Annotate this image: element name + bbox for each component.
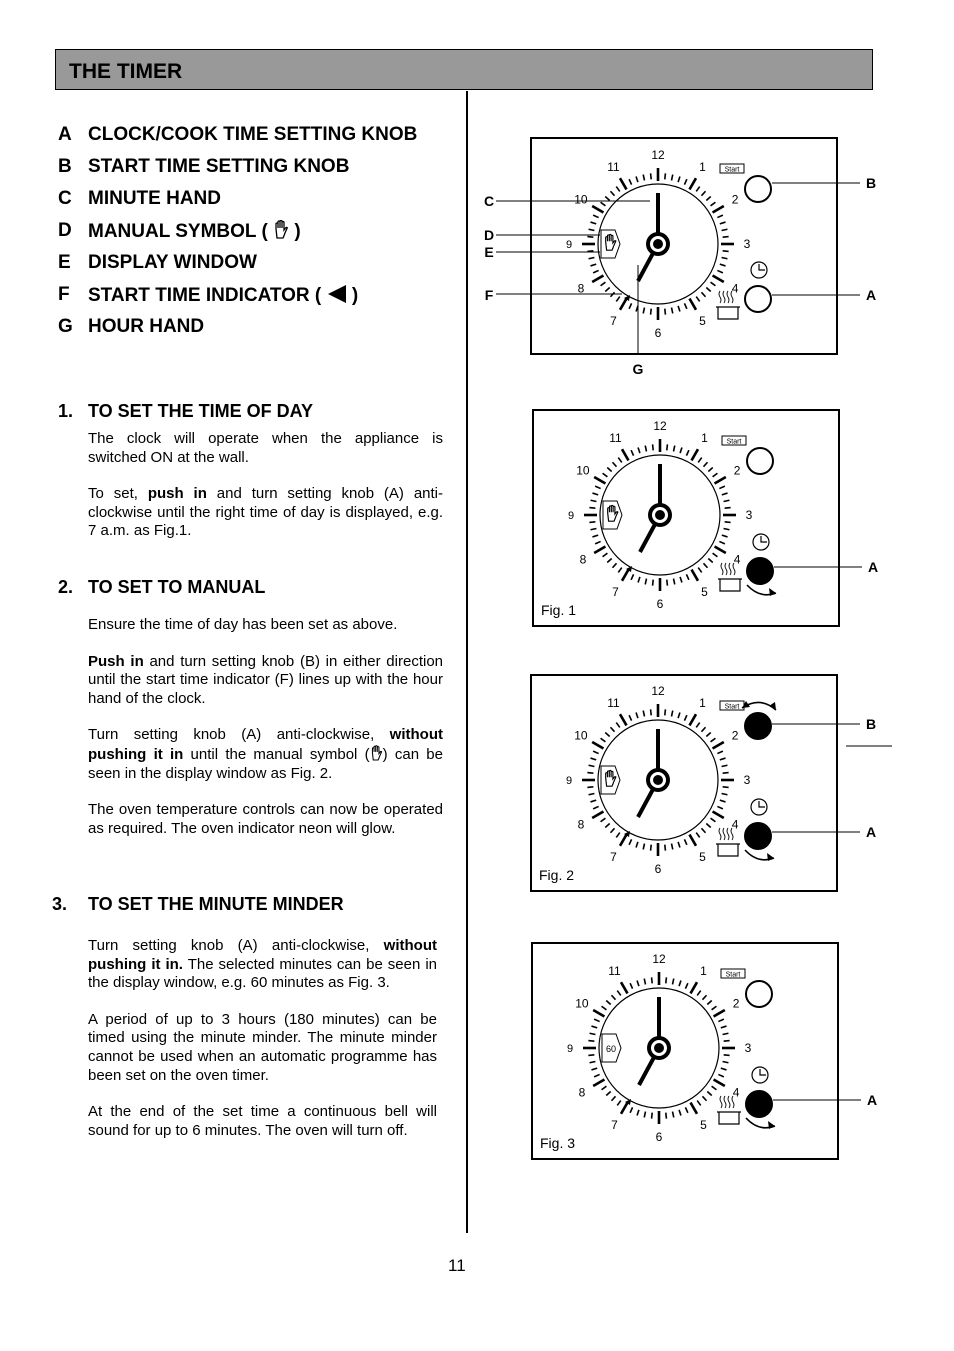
figure-content (531, 675, 892, 891)
clock-tick (667, 580, 668, 586)
clock-numeral: 7 (610, 314, 617, 329)
callout-label: A (865, 287, 877, 303)
paragraph: Push in and turn setting knob (B) in either direction until the start time indicator (F) lines up with the hour hand of the clock. (88, 652, 444, 707)
figure-frame (532, 943, 838, 1159)
clock-numeral: 8 (578, 1085, 586, 1100)
clock-numeral: 8 (577, 281, 585, 296)
clock-tick (652, 1113, 653, 1119)
clock-numeral: 5 (700, 1118, 707, 1133)
timer-figure-3 (451, 932, 911, 1190)
section-manual (58, 578, 443, 838)
legend-item-e: E DISPLAY WINDOW (58, 252, 257, 273)
clock-tick (589, 508, 595, 509)
clock-numeral: 10 (575, 996, 589, 1011)
clock-numeral: 12 (653, 419, 667, 433)
timer-figure-1 (452, 399, 912, 657)
clock-numeral: 3 (743, 237, 751, 251)
clock-numeral: 9 (566, 1043, 574, 1055)
clock-cook-knob (747, 558, 773, 584)
clock-numeral: 10 (576, 463, 590, 478)
clock-numeral: 4 (732, 1085, 740, 1100)
start-label: Start (724, 703, 740, 711)
figure-caption: Fig. 3 (540, 1135, 576, 1151)
figure-caption: Fig. 1 (541, 602, 577, 618)
clock-numeral: 11 (607, 695, 620, 710)
paragraph: The clock will operate when the appliance is switched ON at the wall. (88, 430, 443, 466)
paragraph: Turn setting knob (A) anti-clockwise, without pushing it in. The selected minutes can be seen in the display window, e.g. 60 minutes as Fig. 3. (88, 937, 437, 992)
figure-content (532, 943, 877, 1159)
legend-item-a: A CLOCK/COOK TIME SETTING KNOB (58, 124, 418, 145)
start-time-knob (747, 448, 773, 474)
clock-numeral: 3 (743, 773, 751, 787)
hub-center (654, 1043, 664, 1053)
clock-numeral: 7 (611, 1118, 618, 1133)
clock-numeral: 7 (612, 585, 619, 600)
clock-tick (665, 709, 666, 715)
clock-tick (723, 251, 729, 252)
clock-numeral: 2 (732, 996, 740, 1011)
pot-icon (717, 1112, 741, 1124)
clock-tick (587, 787, 593, 788)
legend-item-b: B START TIME SETTING KNOB (58, 156, 350, 177)
clock-tick (724, 1055, 730, 1056)
clock-tick (665, 309, 666, 315)
legend-item-f: F START TIME INDICATOR ( ) (58, 284, 359, 306)
paragraph: The oven temperature controls can now be operated as required. The oven indicator neon will glow. (88, 801, 443, 837)
section-heading: 3. TO SET THE MINUTE MINDER (52, 894, 344, 914)
clock-numeral: 2 (731, 728, 739, 743)
clock-tick (723, 237, 729, 238)
clock-cook-knob (746, 1091, 772, 1117)
hand-icon (370, 745, 383, 762)
clock-numeral: 9 (565, 239, 573, 251)
clock-numeral: 12 (651, 684, 665, 698)
callout-label: B (865, 716, 877, 732)
start-time-knob (746, 981, 772, 1007)
section-heading: 1. TO SET THE TIME OF DAY (58, 401, 314, 421)
figure-caption: Fig. 2 (539, 867, 575, 883)
clock-numeral: 4 (731, 817, 739, 832)
clock-numeral: 1 (699, 695, 706, 710)
clock-tick (651, 173, 652, 179)
figure-content (484, 138, 876, 377)
clock-tick (587, 237, 593, 238)
clock-tick (666, 977, 667, 983)
clock-tick (666, 1113, 667, 1119)
clock-numeral: 9 (565, 775, 573, 787)
page-number: 11 (448, 1256, 466, 1275)
clock-tick (665, 173, 666, 179)
figure-frame (533, 410, 839, 626)
clock-tick (653, 580, 654, 586)
hub-center (655, 510, 665, 520)
display-window-value: 60 (605, 1044, 617, 1054)
hub-center (653, 775, 663, 785)
clock-tick (724, 1041, 730, 1042)
clock-numeral: 10 (574, 728, 588, 743)
clock-numeral: 2 (733, 463, 741, 478)
clock-numeral: 3 (744, 1041, 752, 1055)
section-time-of-day (58, 402, 443, 541)
clock-tick (588, 1041, 594, 1042)
clock-numeral: 2 (731, 192, 739, 207)
legend-item-g: G HOUR HAND (58, 316, 205, 337)
start-label: Start (724, 166, 740, 174)
paragraph: A period of up to 3 hours (180 minutes) can be timed using the minute minder. The minute minder cannot be used when an automatic programme has been set on the oven timer. (88, 1010, 437, 1084)
clock-numeral: 11 (607, 159, 620, 174)
callout-label: C (483, 193, 495, 209)
figure-frame (531, 675, 837, 891)
clock-numeral: 5 (699, 850, 706, 865)
clock-cook-knob (745, 823, 771, 849)
parts-legend (58, 124, 458, 348)
start-time-knob (745, 713, 771, 739)
start-label: Start (726, 438, 742, 446)
clock-numeral: 5 (701, 585, 708, 600)
legend-item-d: D MANUAL SYMBOL ( ) (58, 220, 301, 242)
callout-label: G (632, 361, 644, 377)
start-time-knob (745, 176, 771, 202)
callout-label: A (865, 824, 877, 840)
timer-figure-2 (450, 664, 910, 922)
clock-numeral: 9 (567, 510, 575, 522)
clock-numeral: 6 (656, 597, 664, 611)
clock-tick (587, 773, 593, 774)
clock-numeral: 6 (655, 1130, 663, 1144)
callout-label: F (484, 287, 494, 303)
clock-numeral: 11 (609, 430, 622, 445)
clock-numeral: 4 (733, 552, 741, 567)
paragraph: To set, push in and turn setting knob (A) anti-clockwise until the right time of day is displayed, e.g. 7 a.m. as Fig.1. (88, 485, 444, 540)
hand-icon (273, 220, 289, 240)
clock-tick (723, 773, 729, 774)
pot-icon (716, 307, 740, 319)
hub-center (653, 239, 663, 249)
clock-tick (665, 845, 666, 851)
clock-tick (723, 787, 729, 788)
figure-frame (531, 138, 837, 354)
clock-numeral: 7 (610, 850, 617, 865)
clock-tick (725, 522, 731, 523)
clock-numeral: 12 (652, 952, 666, 966)
clock-tick (588, 1055, 594, 1056)
timer-diagram (450, 127, 910, 385)
clock-numeral: 6 (654, 862, 662, 876)
section-minute-minder (52, 895, 437, 1140)
clock-numeral: 8 (579, 552, 587, 567)
clock-numeral: 1 (700, 963, 707, 978)
clock-tick (651, 309, 652, 315)
clock-numeral: 1 (699, 159, 706, 174)
clock-tick (651, 845, 652, 851)
legend-item-c: C MINUTE HAND (58, 188, 221, 209)
clock-numeral: 8 (577, 817, 585, 832)
callout-label: A (867, 559, 879, 575)
left-triangle-icon (327, 284, 347, 304)
title-bar (55, 49, 873, 90)
section-heading: 2. TO SET TO MANUAL (58, 577, 266, 597)
clock-tick (589, 522, 595, 523)
clock-tick (653, 444, 654, 450)
pot-icon (716, 844, 740, 856)
clock-numeral: 12 (651, 148, 665, 162)
clock-numeral: 3 (745, 508, 753, 522)
callout-label: A (866, 1092, 878, 1108)
clock-numeral: 11 (608, 963, 621, 978)
paragraph: At the end of the set time a continuous bell will sound for up to 6 minutes. The oven will turn off. (88, 1103, 437, 1139)
paragraph: Turn setting knob (A) anti-clockwise, without pushing it in until the manual symbol ( ) can be seen in the display window as Fig. 2. (88, 726, 443, 782)
clock-cook-knob (745, 286, 771, 312)
clock-numeral: 6 (654, 326, 662, 340)
clock-tick (651, 709, 652, 715)
clock-numeral: 5 (699, 314, 706, 329)
callout-label: E (484, 244, 494, 260)
callout-label: D (483, 227, 495, 243)
paragraph: Ensure the time of day has been set as above. (88, 616, 398, 633)
clock-numeral: 1 (701, 430, 708, 445)
start-label: Start (725, 971, 741, 979)
figure-content (533, 410, 878, 626)
pot-icon (718, 579, 742, 591)
clock-tick (667, 444, 668, 450)
clock-tick (587, 251, 593, 252)
clock-numeral: 10 (574, 192, 588, 207)
clock-tick (725, 508, 731, 509)
clock-numeral: 4 (731, 281, 739, 296)
clock-tick (652, 977, 653, 983)
callout-label: B (865, 175, 877, 191)
page-title: THE TIMER (69, 60, 183, 83)
